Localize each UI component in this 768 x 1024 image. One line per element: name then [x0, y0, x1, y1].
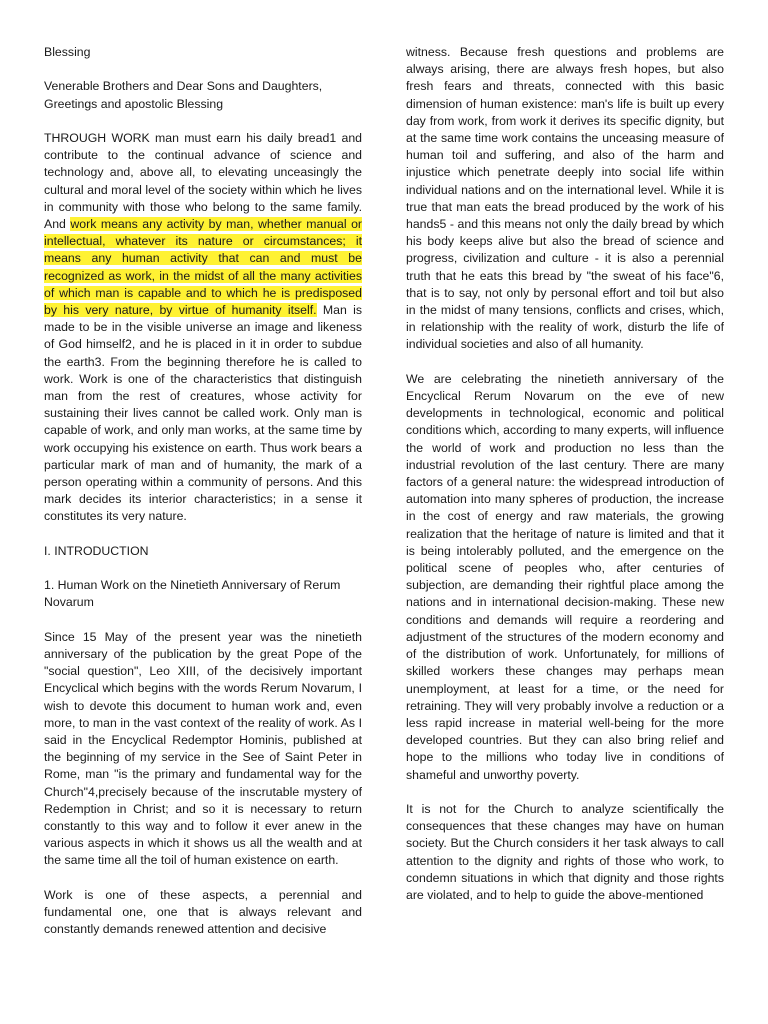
paragraph-celebrating: We are celebrating the ninetieth anniversary of the Encyclical Rerum Novarum on the eve of new developments in technological, economic and political conditions which, according to many experts, will influence the world of work and production no less than the industrial revolution of the last century. There are many factors of a general nature: the widespread introduction of automation into many spheres of production, the increase in the cost of energy and raw materials, the growing realization that the heritage of nature is limited and that it is being intolerably polluted, and the emergence on the political scene of peoples who, after centuries of subjection, are demanding their rightful place among the nations and in international decision-making. These new conditions and demands will require a reordering and adjustment of the structures of the modern economy and of the distribution of work. Unfortunately, for millions of skilled workers these changes may perhaps mean unemployment, at least for a time, or the need for retraining. They will very probably involve a reduction or a less rapid increase in material well-being for the more developed countries. But they can also bring relief and hope to the millions who today live in conditions of shameful and unworthy poverty.: [406, 371, 724, 782]
right-column: [406, 44, 724, 1024]
paragraph-witness: witness. Because fresh questions and problems are always arising, there are always fresh hopes, but also fresh fears and threats, connected with this basic dimension of human existence: man's life is built up every day from work, from work it derives its specific dignity, but at the same time work contains the unceasing measure of human toil and suffering, and also of the harm and injustice which penetrate deeply into social life within individual nations and on the international level. While it is true that man eats the bread produced by the work of his hands5 - and this means not only the daily bread by which his body keeps alive but also the bread of science and progress, civilization and culture - it is also a perennial truth that he eats this bread by "the sweat of his face"6, that is to say, not only by personal effort and toil but also in the midst of many tensions, conflicts and crises, which, in relationship with the reality of work, disturb the life of individual societies and also of all humanity.: [406, 45, 724, 352]
salutation: [44, 78, 362, 112]
paragraph-work-definition: [44, 130, 362, 526]
paragraph-text: THROUGH WORK man must earn his daily bread1 and contribute to the continual advance of science and technology and, above all, to elevating unceasingly the cultural and moral level of the society within which he lives in community with those who belong to the same family. And: [44, 130, 362, 231]
left-column: [44, 44, 362, 1024]
salutation-line-2: Greetings and apostolic Blessing: [44, 96, 224, 111]
paragraph-work-aspect: Work is one of these aspects, a perennial and fundamental one, one that is always relevant and constantly demands renewed attention and decisive: [44, 887, 362, 937]
salutation-line-1: Venerable Brothers and Dear Sons and Daughters,: [44, 79, 323, 94]
highlighted-text: work means any activity by man, whether manual or intellectual, whatever its nature or circumstances; it means any human activity that can and must be recognized as work, in the midst of all the many activities of which man is capable and to which he is predisposed by his very nature, by virtue of humanity itself.: [44, 217, 362, 318]
subsection-heading: 1. Human Work on the Ninetieth Anniversary of Rerum Novarum: [44, 578, 341, 610]
section-heading: I. INTRODUCTION: [44, 543, 149, 558]
paragraph-anniversary: Since 15 May of the present year was the ninetieth anniversary of the publication by the great Pope of the "social question", Leo XIII, of the decisively important Encyclical which begins with the words Rerum Novarum, I wish to devote this document to human work and, even more, to man in the vast context of the reality of work. As I said in the Encyclical Redemptor Hominis, published at the beginning of my service in the See of Saint Peter in Rome, man "is the primary and fundamental way for the Church"4,precisely because of the inscrutable mystery of Redemption in Christ; and so it is necessary to return constantly to this way and to follow it ever anew in the various aspects in which it shows us all the wealth and at the same time all the toil of human existence on earth.: [44, 629, 362, 868]
blessing-heading: Blessing: [44, 45, 91, 59]
paragraph-text: Man is made to be in the visible universe an image and likeness of God himself2, and he is placed in it in order to subdue the earth3. From the beginning therefore he is called to work. Work is one of the characteristics that distinguish man from the rest of creatures, whose activity for sustaining their lives cannot be called work. Only man is capable of work, and only man works, at the same time by work occupying his existence on earth. Thus work bears a particular mark of man and of humanity, the mark of a person operating within a community of persons. And this mark decides its interior characteristics; in a sense it constitutes its very nature.: [44, 303, 362, 524]
paragraph-church-task: It is not for the Church to analyze scientifically the consequences that these changes may have on human society. But the Church considers it her task always to call attention to the dignity and rights of those who work, to condemn situations in which that dignity and those rights are violated, and to help to guide the above-mentioned: [406, 801, 724, 902]
